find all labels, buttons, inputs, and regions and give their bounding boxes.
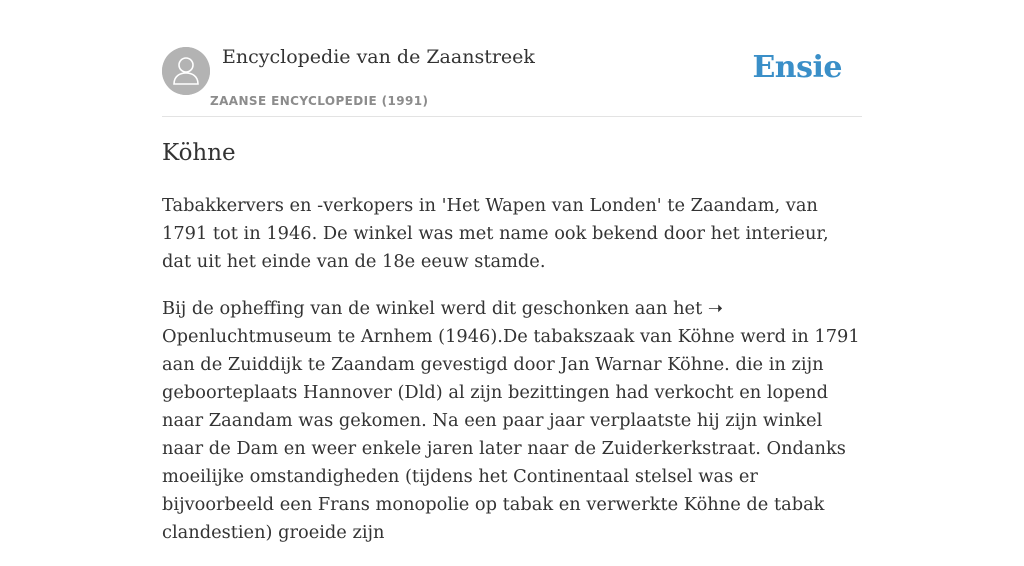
page [162, 0, 862, 543]
article-title: Köhne [162, 140, 236, 166]
paragraph-rest-text: (1946).De tabakszaak van Köhne werd in 1791 aan de Zuiddijk te Zaandam gevestigd door Jan Warnar Köhne. die in zijn geboorteplaats Hannover (Dld) al zijn bezittingen had verkocht en lopend naar Zaandam was gekomen. Na een paar jaar verplaatste hij zijn winkel naar de Dam en weer enkele jaren later naar de Zuiderkerkstraat. Ondanks moeilijke omstandigheden (tijdens het Continentaal stelsel was er bijvoorbeeld een Frans monopolie op tabak en verwerkte Köhne de tabak clandestien) groeide zijn [162, 326, 860, 543]
openluchtmuseum-link[interactable]: Openluchtmuseum te Arnhem [162, 326, 433, 347]
article-body [162, 192, 862, 566]
ensie-logo-link[interactable]: Ensie [752, 50, 842, 85]
source-header [162, 0, 862, 117]
paragraph-lead-text: Bij de opheffing van de winkel werd dit geschonken aan het [162, 298, 703, 319]
user-silhouette-icon[interactable] [162, 47, 210, 95]
article-paragraph: Tabakkervers en -verkopers in 'Het Wapen van Londen' te Zaandam, van 1791 tot in 1946. De winkel was met name ook bekend door het interieur, dat uit het einde van de 18e eeuw stamde. [162, 195, 829, 272]
arrow-right-icon: ➝ [707, 298, 723, 319]
source-title[interactable]: Encyclopedie van de Zaanstreek [222, 46, 535, 68]
article-paragraph [162, 295, 862, 547]
source-subtitle: ZAANSE ENCYCLOPEDIE (1991) [210, 94, 429, 108]
